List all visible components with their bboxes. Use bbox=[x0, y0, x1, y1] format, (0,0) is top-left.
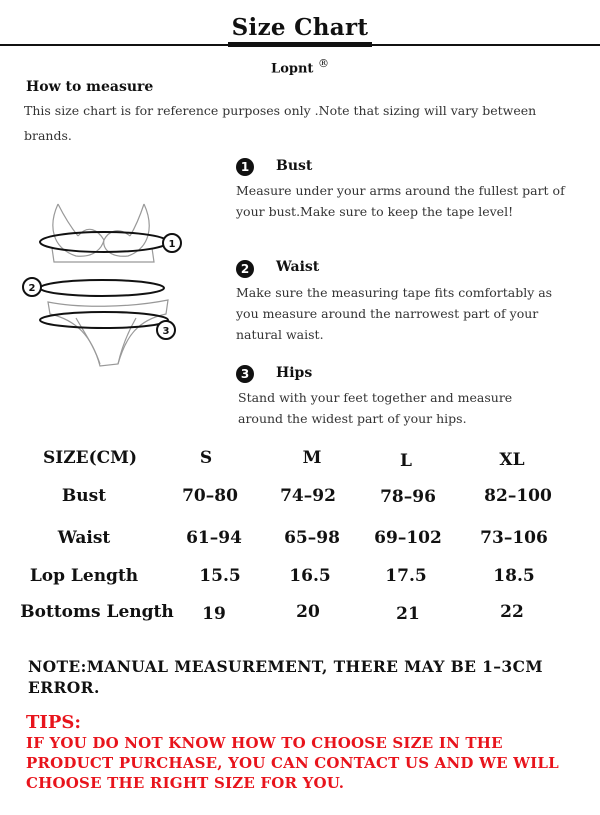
table-cell: 21 bbox=[396, 604, 420, 624]
table-cell: 15.5 bbox=[199, 566, 241, 586]
header-rule-left bbox=[0, 44, 228, 46]
step-3-title: Hips bbox=[276, 365, 313, 381]
measurement-note: NOTE:MANUAL MEASUREMENT, THERE MAY BE 1–3CM ERROR. bbox=[28, 657, 543, 697]
page-title: Size Chart bbox=[231, 14, 369, 41]
table-cell: 74–92 bbox=[280, 486, 336, 506]
step-2-description: Make sure the measuring tape fits comfortably as you measure around the narrowest part of your natural waist. bbox=[236, 285, 553, 342]
how-to-measure-heading: How to measure bbox=[26, 79, 154, 95]
step-1-number-icon: 1 bbox=[236, 158, 254, 176]
bikini-measure-illustration bbox=[18, 196, 198, 378]
step-2-title: Waist bbox=[276, 259, 320, 275]
step-1-description: Measure under your arms around the fullest part of your bust.Make sure to keep the tape level! bbox=[236, 183, 565, 219]
table-cell: 69–102 bbox=[374, 528, 442, 548]
step-2-number-icon: 2 bbox=[236, 260, 254, 278]
table-cell: 20 bbox=[296, 602, 320, 622]
illustration-marker-3: 3 bbox=[162, 326, 170, 337]
table-cell: 61–94 bbox=[186, 528, 242, 548]
step-3-number-icon: 3 bbox=[236, 365, 254, 383]
table-header-s: S bbox=[199, 448, 213, 468]
table-cell: 16.5 bbox=[289, 566, 331, 586]
brand-name bbox=[0, 57, 600, 76]
table-row-label-bottoms-length: Bottoms Length bbox=[20, 602, 174, 622]
table-cell: 18.5 bbox=[493, 566, 535, 586]
tips-text: IF YOU DO NOT KNOW HOW TO CHOOSE SIZE IN THE PRODUCT PURCHASE, YOU CAN CONTACT US AND WE WILL CHOOSE THE RIGHT SIZE FOR YOU. bbox=[26, 734, 559, 792]
table-cell: 70–80 bbox=[182, 486, 238, 506]
registered-mark-icon: ® bbox=[317, 57, 329, 70]
step-1-title: Bust bbox=[276, 158, 313, 174]
table-cell: 22 bbox=[500, 602, 524, 622]
table-header-size: SIZE(CM) bbox=[42, 448, 138, 468]
table-row-label-bust: Bust bbox=[61, 486, 107, 506]
intro-text: This size chart is for reference purposes only .Note that sizing will vary between brands. bbox=[24, 103, 537, 143]
header-rule-center bbox=[228, 42, 372, 47]
table-cell: 82–100 bbox=[484, 486, 552, 506]
illustration-marker-2: 2 bbox=[28, 283, 36, 294]
table-row-label-waist: Waist bbox=[57, 528, 111, 548]
table-cell: 17.5 bbox=[385, 566, 427, 586]
brand-text: Lopnt bbox=[271, 61, 314, 77]
header-rule-right bbox=[372, 44, 600, 46]
table-cell: 73–106 bbox=[480, 528, 548, 548]
table-header-l: L bbox=[400, 451, 412, 471]
tips-heading: TIPS: bbox=[26, 712, 81, 733]
illustration-marker-1: 1 bbox=[168, 239, 176, 250]
table-cell: 65–98 bbox=[284, 528, 340, 548]
table-header-xl: XL bbox=[499, 450, 525, 470]
table-cell: 19 bbox=[202, 604, 226, 624]
table-cell: 78–96 bbox=[380, 487, 436, 507]
step-3-description: Stand with your feet together and measure around the widest part of your hips. bbox=[238, 390, 513, 426]
table-row-label-lop-length: Lop Length bbox=[29, 566, 139, 586]
table-header-m: M bbox=[302, 448, 322, 468]
